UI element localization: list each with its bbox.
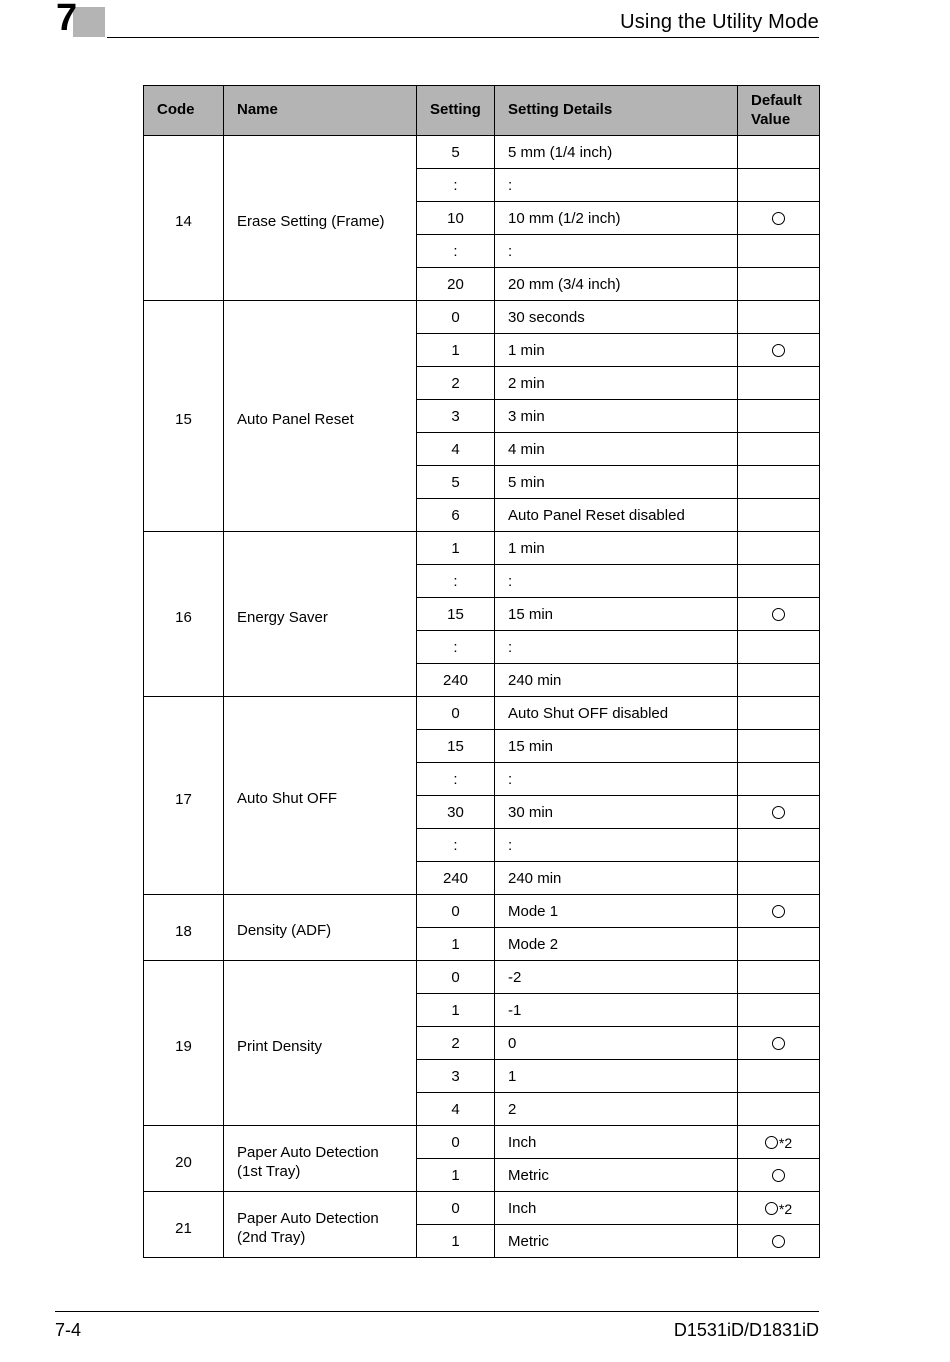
setting-cell: 4 [417, 433, 495, 466]
name-cell: Auto Panel Reset [224, 301, 417, 532]
setting-details-cell: Mode 2 [495, 928, 738, 961]
setting-details-cell: 5 min [495, 466, 738, 499]
setting-cell: 20 [417, 268, 495, 301]
setting-cell: : [417, 631, 495, 664]
default-value-cell [738, 928, 820, 961]
default-value-cell [738, 829, 820, 862]
setting-details-cell: 3 min [495, 400, 738, 433]
chapter-number: 7 [56, 0, 78, 39]
column-header-name: Name [224, 86, 417, 136]
setting-cell: 15 [417, 730, 495, 763]
name-cell: Paper Auto Detection (1st Tray) [224, 1126, 417, 1192]
table-row [144, 301, 820, 334]
setting-details-cell: 1 min [495, 532, 738, 565]
default-value-cell [738, 433, 820, 466]
code-cell: 20 [144, 1126, 224, 1192]
setting-cell: : [417, 829, 495, 862]
column-header-details: Setting Details [495, 86, 738, 136]
setting-details-cell: : [495, 235, 738, 268]
setting-details-cell: 30 seconds [495, 301, 738, 334]
table-row [144, 895, 820, 928]
table-row [144, 136, 820, 169]
setting-cell: : [417, 763, 495, 796]
default-marker-icon [772, 1235, 785, 1248]
setting-details-cell: 20 mm (3/4 inch) [495, 268, 738, 301]
default-value-cell [738, 1060, 820, 1093]
setting-cell: 3 [417, 400, 495, 433]
header-divider [107, 37, 819, 38]
setting-details-cell: 240 min [495, 664, 738, 697]
setting-cell: : [417, 169, 495, 202]
table-row [144, 697, 820, 730]
setting-cell: 0 [417, 895, 495, 928]
default-value-cell [738, 301, 820, 334]
setting-cell: 0 [417, 301, 495, 334]
setting-details-cell: 4 min [495, 433, 738, 466]
setting-cell: : [417, 565, 495, 598]
default-marker-icon [772, 1037, 785, 1050]
setting-cell: 0 [417, 1192, 495, 1225]
setting-cell: 15 [417, 598, 495, 631]
utility-settings-table [143, 85, 820, 1258]
default-value-cell [738, 367, 820, 400]
default-value-cell [738, 1126, 820, 1159]
setting-details-cell: 240 min [495, 862, 738, 895]
setting-cell: 30 [417, 796, 495, 829]
setting-details-cell: 5 mm (1/4 inch) [495, 136, 738, 169]
setting-details-cell: 2 min [495, 367, 738, 400]
setting-details-cell: Auto Panel Reset disabled [495, 499, 738, 532]
default-value-cell [738, 1225, 820, 1258]
default-value-cell [738, 136, 820, 169]
setting-cell: 1 [417, 1225, 495, 1258]
default-value-cell [738, 268, 820, 301]
setting-details-cell: Metric [495, 1225, 738, 1258]
default-marker-icon [772, 1169, 785, 1182]
default-value-cell [738, 400, 820, 433]
setting-details-cell: Mode 1 [495, 895, 738, 928]
setting-details-cell: 0 [495, 1027, 738, 1060]
setting-cell: 1 [417, 532, 495, 565]
table-row [144, 532, 820, 565]
setting-cell: 2 [417, 1027, 495, 1060]
setting-cell: 3 [417, 1060, 495, 1093]
table-row [144, 1126, 820, 1159]
setting-details-cell: 10 mm (1/2 inch) [495, 202, 738, 235]
default-value-cell [738, 499, 820, 532]
default-marker-icon [772, 212, 785, 225]
default-value-cell [738, 994, 820, 1027]
default-value-cell [738, 1027, 820, 1060]
setting-cell: 240 [417, 664, 495, 697]
code-cell: 16 [144, 532, 224, 697]
name-cell: Erase Setting (Frame) [224, 136, 417, 301]
name-cell: Paper Auto Detection (2nd Tray) [224, 1192, 417, 1258]
setting-cell: : [417, 235, 495, 268]
setting-cell: 1 [417, 1159, 495, 1192]
name-cell: Energy Saver [224, 532, 417, 697]
code-cell: 19 [144, 961, 224, 1126]
default-value-cell [738, 565, 820, 598]
code-cell: 15 [144, 301, 224, 532]
default-value-cell [738, 664, 820, 697]
default-value-cell [738, 169, 820, 202]
setting-cell: 0 [417, 1126, 495, 1159]
setting-details-cell: -2 [495, 961, 738, 994]
name-cell: Auto Shut OFF [224, 697, 417, 895]
setting-cell: 1 [417, 928, 495, 961]
default-marker-icon [765, 1202, 778, 1215]
default-footnote-ref: *2 [778, 1134, 793, 1151]
setting-cell: 1 [417, 994, 495, 1027]
footer-divider [55, 1311, 819, 1312]
page-title: Using the Utility Mode [620, 11, 819, 33]
setting-cell: 2 [417, 367, 495, 400]
setting-details-cell: : [495, 763, 738, 796]
default-value-cell [738, 334, 820, 367]
default-value-cell [738, 532, 820, 565]
setting-details-cell: : [495, 631, 738, 664]
setting-cell: 6 [417, 499, 495, 532]
footer-page-number: 7-4 [55, 1320, 82, 1340]
default-value-cell [738, 730, 820, 763]
setting-cell: 0 [417, 961, 495, 994]
setting-details-cell: -1 [495, 994, 738, 1027]
column-header-setting: Setting [417, 86, 495, 136]
name-cell: Print Density [224, 961, 417, 1126]
setting-cell: 4 [417, 1093, 495, 1126]
default-marker-icon [772, 905, 785, 918]
default-value-cell [738, 1192, 820, 1225]
default-value-cell [738, 202, 820, 235]
setting-details-cell: Inch [495, 1192, 738, 1225]
name-cell: Density (ADF) [224, 895, 417, 961]
setting-details-cell: 1 min [495, 334, 738, 367]
setting-cell: 5 [417, 466, 495, 499]
code-cell: 18 [144, 895, 224, 961]
setting-cell: 0 [417, 697, 495, 730]
default-value-cell [738, 466, 820, 499]
table-body [144, 136, 820, 1258]
default-value-cell [738, 1159, 820, 1192]
default-marker-icon [772, 344, 785, 357]
setting-details-cell: : [495, 829, 738, 862]
default-marker-icon [765, 1136, 778, 1149]
setting-details-cell: Auto Shut OFF disabled [495, 697, 738, 730]
setting-cell: 5 [417, 136, 495, 169]
code-cell: 21 [144, 1192, 224, 1258]
default-value-cell [738, 796, 820, 829]
table-head [144, 86, 820, 136]
default-value-cell [738, 961, 820, 994]
setting-details-cell: : [495, 565, 738, 598]
setting-details-cell: 1 [495, 1060, 738, 1093]
setting-details-cell: 15 min [495, 730, 738, 763]
table-row [144, 1192, 820, 1225]
default-value-cell [738, 763, 820, 796]
default-marker-icon [772, 608, 785, 621]
default-footnote-ref: *2 [778, 1200, 793, 1217]
code-cell: 17 [144, 697, 224, 895]
setting-details-cell: 2 [495, 1093, 738, 1126]
default-value-cell [738, 235, 820, 268]
setting-cell: 1 [417, 334, 495, 367]
setting-details-cell: 30 min [495, 796, 738, 829]
default-value-cell [738, 631, 820, 664]
setting-details-cell: 15 min [495, 598, 738, 631]
footer-model-name: D1531iD/D1831iD [673, 1320, 819, 1340]
default-marker-icon [772, 806, 785, 819]
table-row [144, 961, 820, 994]
setting-cell: 10 [417, 202, 495, 235]
column-header-default: Default Value [738, 86, 820, 136]
setting-details-cell: Metric [495, 1159, 738, 1192]
setting-details-cell: : [495, 169, 738, 202]
chapter-marker-block [73, 7, 105, 37]
default-value-cell [738, 862, 820, 895]
table-header-row [144, 86, 820, 136]
default-value-cell [738, 598, 820, 631]
setting-details-cell: Inch [495, 1126, 738, 1159]
code-cell: 14 [144, 136, 224, 301]
default-value-cell [738, 697, 820, 730]
default-value-cell [738, 1093, 820, 1126]
default-value-cell [738, 895, 820, 928]
column-header-code: Code [144, 86, 224, 136]
setting-cell: 240 [417, 862, 495, 895]
table-container [143, 85, 820, 1258]
